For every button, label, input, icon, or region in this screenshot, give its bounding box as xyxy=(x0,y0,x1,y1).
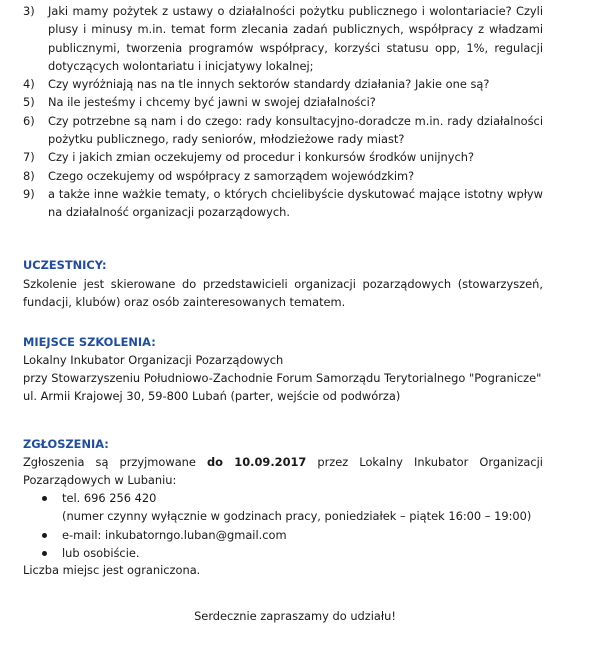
venue-line-2: przy Stowarzyszeniu Południowo-Zachodnie Forum Samorządu Terytorialnego "Pogranicze" xyxy=(23,371,542,385)
list-item xyxy=(23,93,543,111)
list-item xyxy=(40,526,540,544)
bullet-icon xyxy=(42,496,47,501)
contact-phone-note: (numer czynny wyłącznie w godzinach pracy, poniedziałek – piątek 16:00 – 19:00) xyxy=(62,509,532,524)
registration-intro-text: Zgłoszenia są przyjmowane xyxy=(23,455,207,469)
list-number: 7) xyxy=(23,150,35,165)
venue-address: ul. Armii Krajowej 30, 59-800 Lubań (parter, wejście od podwórza) xyxy=(23,389,401,403)
bullet-icon xyxy=(42,551,47,556)
list-item-text: Na ile jesteśmy i chcemy być jawni w swojej działalności? xyxy=(48,95,376,110)
list-item xyxy=(40,544,540,562)
list-number: 9) xyxy=(23,186,35,201)
list-item xyxy=(23,167,543,185)
list-number: 6) xyxy=(23,113,35,128)
list-item xyxy=(23,148,543,166)
registration-deadline: do 10.09.2017 xyxy=(206,455,307,469)
list-item xyxy=(23,2,543,75)
contact-list xyxy=(40,489,540,562)
questions-list xyxy=(23,2,543,222)
contact-phone: tel. 696 256 420 xyxy=(62,491,157,505)
contact-personal: lub osobiście. xyxy=(62,545,140,560)
contact-email: e-mail: inkubatorngo.luban@gmail.com xyxy=(62,527,287,542)
list-item-text: Czego oczekujemy od współpracy z samorządem wojewódzkim? xyxy=(48,168,415,183)
list-number: 8) xyxy=(23,168,35,183)
list-item xyxy=(23,185,543,222)
venue-line-1: Lokalny Inkubator Organizacji Pozarządowych xyxy=(23,353,284,367)
list-item xyxy=(23,75,543,93)
registration-heading: ZGŁOSZENIA: xyxy=(23,437,109,451)
list-number: 5) xyxy=(23,95,35,110)
registration-intro xyxy=(23,453,543,490)
venue-heading: MIEJSCE SZKOLENIA: xyxy=(23,335,156,349)
list-item xyxy=(23,112,543,149)
list-item-text: a także inne ważkie tematy, o których chcielibyście dyskutować mające istotny wpływ na działalność organizacji pozarządowych. xyxy=(48,186,543,220)
registration-intro-rest: przez Lokalny Inkubator Organizacji Pozarządowych w Lubaniu: xyxy=(23,455,543,488)
places-limited-note: Liczba miejsc jest ograniczona. xyxy=(23,563,201,577)
list-item-text: Jaki mamy pożytek z ustawy o działalności pożytku publicznego i wolontariacie? Czyli plusy i minusy m.in. temat form zlecania zadań publicznych, współpracy z władzami publicznymi, tworzenia programów współpracy, korzyści statusu opp, 1%, regulacji dotyczących wolontariatu i inicjatywy lokalnej; xyxy=(48,4,543,73)
list-item-text: Czy wyróżniają nas na tle innych sektorów standardy działania? Jakie one są? xyxy=(48,77,490,92)
list-item xyxy=(40,489,540,526)
list-item-text: Czy potrzebne są nam i do czego: rady konsultacyjno-doradcze m.in. rady działalności pożytku publicznego, rady seniorów, młodzieżowe rady miast? xyxy=(48,113,543,147)
participants-heading: UCZESTNICY: xyxy=(23,258,107,272)
bullet-icon xyxy=(42,533,47,538)
closing-invitation: Serdecznie zapraszamy do udziału! xyxy=(194,609,396,623)
list-number: 3) xyxy=(23,4,35,18)
list-number: 4) xyxy=(23,77,35,92)
participants-text: Szkolenie jest skierowane do przedstawicieli organizacji pozarządowych (stowarzyszeń, fundacji, klubów) oraz osób zainteresowanych tematem. xyxy=(23,277,543,310)
list-item-text: Czy i jakich zmian oczekujemy od procedur i konkursów środków unijnych? xyxy=(48,150,475,165)
